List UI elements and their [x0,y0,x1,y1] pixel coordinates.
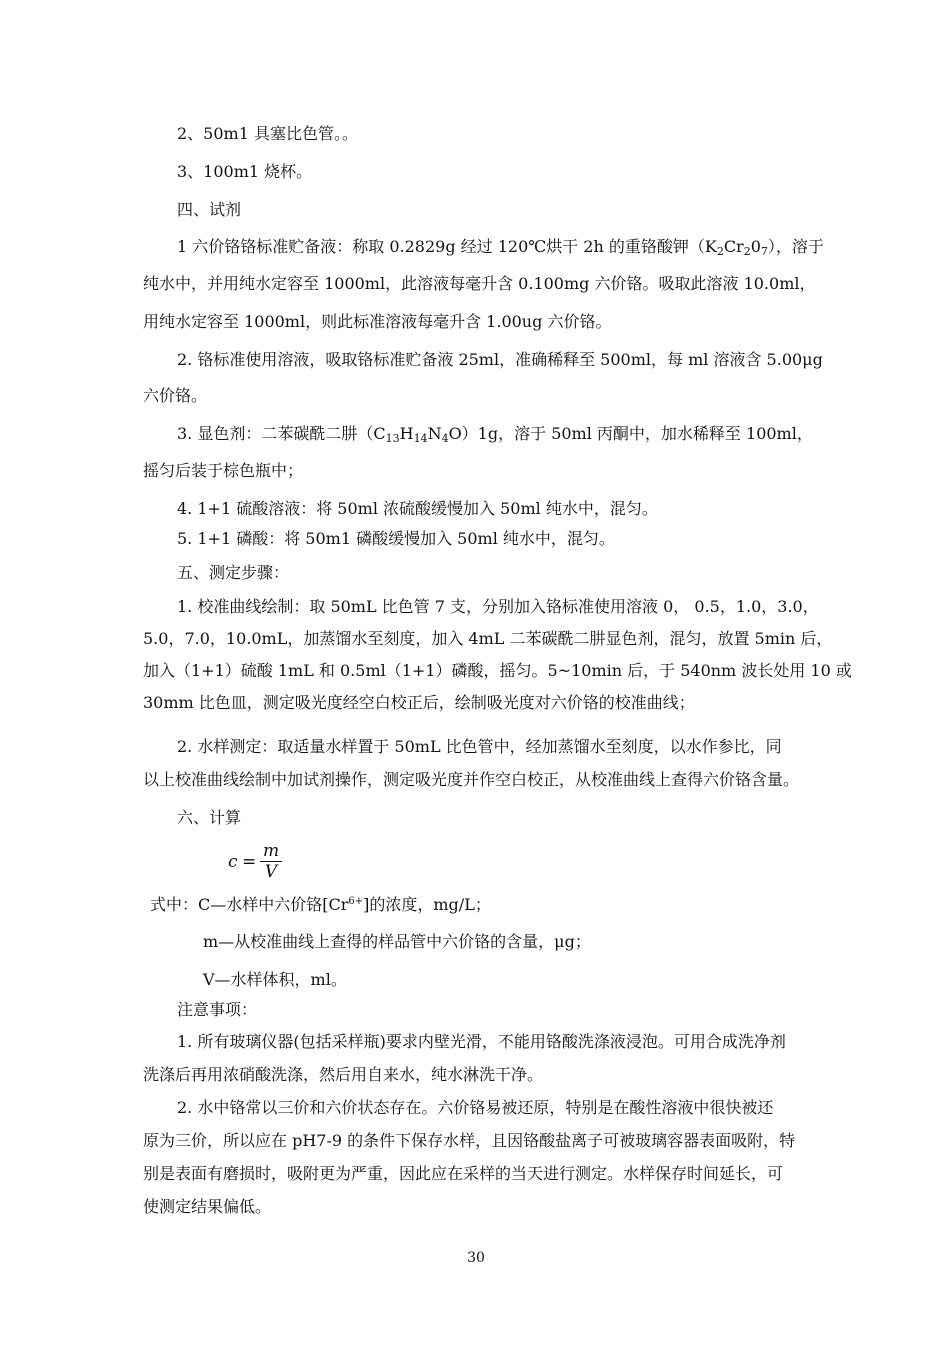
procedure-1-line-4: 30mm 比色皿，测定吸光度经空白校正后，绘制吸光度对六价铬的校准曲线； [143,693,695,712]
section-heading-reagents [177,200,241,220]
procedure-1-line-2: 5.0，7.0，10.0mL，加蒸馏水至刻度，加入 4mL 二苯碳酰二肼显色剂，混匀，放置 5min 后， [143,629,833,648]
reagent-2-line-2: 六价铬。 [143,386,208,405]
note-1-line-2: 洗涤后再用浓硝酸洗涤，然后用自来水，纯水淋洗干净。 [143,1065,544,1084]
heading-text: 四、试剂 [177,200,242,219]
reagent-3-line-1: 3. 显色剂：二苯碳酰二肼$(C_{13}H_{14}N_4O)1g$，溶于 50ml 丙酮中，加水稀释至 100ml， [177,424,813,445]
formula-fraction [260,842,282,881]
procedure-2-line-2: 以上校准曲线绘制中加试剂操作，测定吸光度并作空白校正，从校准曲线上查得六价铬含量。 [143,770,800,789]
item-3-beaker [177,162,312,182]
section-heading-procedure: 五、测定步骤： [177,563,290,582]
page-number: 30 [467,1250,485,1266]
reagent-5: 5. 1+1 磷酸：将 50m1 磷酸缓慢加入 50ml 纯水中，混匀。 [177,529,615,548]
formula-lhs: c [228,852,238,872]
formula-equals: = [242,852,257,872]
note-2-line-3: 别是表面有磨损时，吸附更为严重，因此应在采样的当天进行测定。水样保存时间延长，可 [143,1164,784,1183]
reagent-3-line-2: 摇匀后装于棕色瓶中； [143,461,304,480]
procedure-1-line-3: 加入（1+1）硫酸 1mL 和 0.5ml（1+1）磷酸，摇匀。5~10min 后，于 540nm 波长处用 10 或 [143,661,852,680]
section-heading-calculation: 六、计算 [177,808,242,827]
note-2-line-4: 使测定结果偏低。 [143,1197,272,1216]
reagent-4: 4. 1+1 硫酸溶液：将 50ml 浓硫酸缓慢加入 50ml 纯水中，混匀。 [177,499,658,518]
note-1-line-1: 1. 所有玻璃仪器(包括采样瓶)要求内壁光滑，不能用铬酸洗涤液浸泡。可用合成洗净剂 [177,1032,786,1051]
reagent-1-line-2: 纯水中，并用纯水定容至 1000ml，此溶液每毫升含 0.100mg 六价铬。吸取此溶液 10.0ml， [143,274,816,293]
reagent-1-line-3: 用纯水定容至 1000ml，则此标准溶液每毫升含 1.00ug 六价铬。 [143,312,612,331]
section-heading-notes: 注意事项： [177,1000,258,1019]
note-2-line-2: 原为三价，所以应在 pH7-9 的条件下保存水样，且因铬酸盐离子可被玻璃容器表面吸附，特 [143,1131,796,1150]
variable-v-definition: V—水样体积，ml。 [203,970,347,989]
variable-m-definition: m—从校准曲线上查得的样品管中六价铬的含量，μg； [203,932,591,951]
reagent-2-line-1: 2. 铬标准使用溶液，吸取铬标准贮备液 25ml，准确稀释至 500ml，每 ml 溶液含 5.00μg [177,350,823,369]
note-2-line-1: 2. 水中铬常以三价和六价状态存在。六价铬易被还原，特别是在酸性溶液中很快被还 [177,1098,774,1117]
procedure-1-line-1: 1. 校准曲线绘制：取 50mL 比色管 7 支，分别加入铬标准使用溶液 0， 0.5，1.0，3.0， [177,597,819,616]
formula-numerator: m [262,841,280,861]
variable-c-definition: 式中：C—水样中六价铬$[Cr^{6+}]$的浓度，mg/L； [150,895,491,914]
reagent-1-line-1: 1 六价铬铬标准贮备液：称取 0.2829g 经过 120℃烘干 2h 的重铬酸钾$(K_2Cr_20_7)$，溶于 [177,237,824,258]
item-2-tubes [177,124,358,144]
text-line: 2、50m1 具塞比色管。。 [177,124,358,143]
procedure-2-line-1: 2. 水样测定：取适量水样置于 50mL 比色管中，经加蒸馏水至刻度，以水作参比，同 [177,737,782,756]
formula-denominator: V [264,862,278,882]
text-line: 3、100m1 烧杯。 [177,162,313,181]
